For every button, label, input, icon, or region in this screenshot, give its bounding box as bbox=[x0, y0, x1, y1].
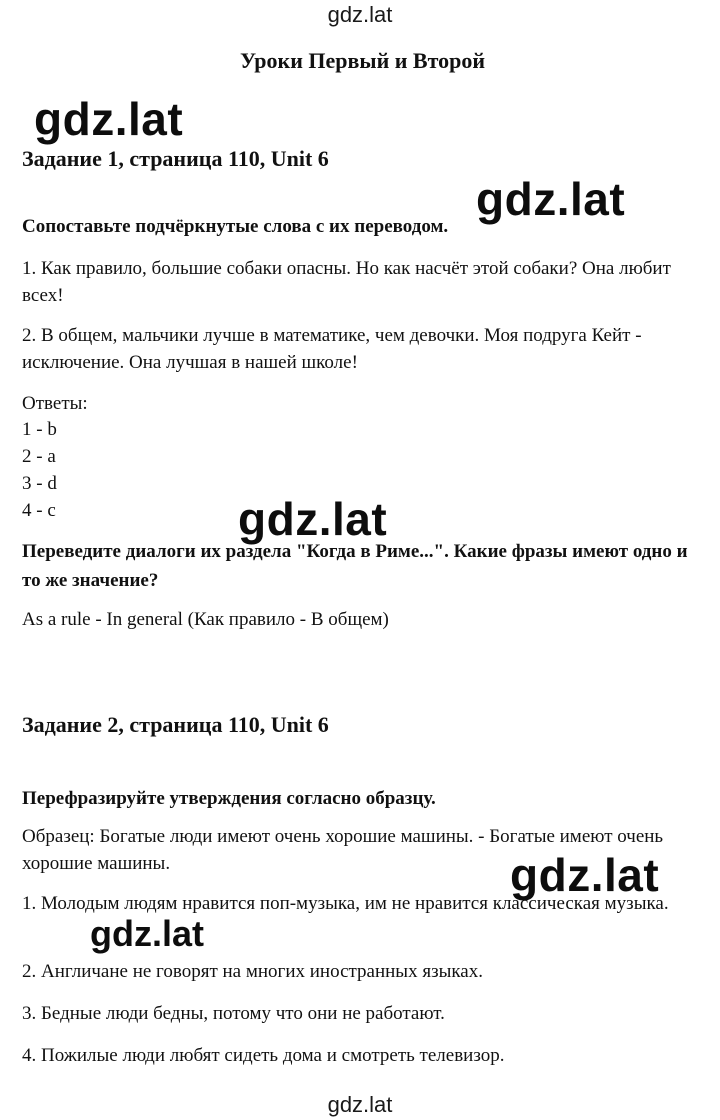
page-title: Уроки Первый и Второй bbox=[239, 48, 486, 73]
task2-item-2: 2. Англичане не говорят на многих иностранных языках. bbox=[22, 961, 483, 982]
task1-sentence-1: 1. Как правило, большие собаки опасны. Но как насчёт этой собаки? Она любит всех! bbox=[22, 258, 671, 306]
watermark-large-4: gdz.lat bbox=[510, 849, 660, 901]
answer-item: 3 - d bbox=[22, 473, 57, 494]
task2-item-1: 1. Молодым людям нравится поп-музыка, им не нравится классическая музыка. bbox=[22, 893, 669, 914]
task1-sentence-2: 2. В общем, мальчики лучше в математике, чем девочки. Моя подруга Кейт - исключение. Она лучшая в нашей школе! bbox=[22, 325, 642, 373]
watermark-large-2: gdz.lat bbox=[476, 173, 626, 225]
answer-item: 1 - b bbox=[22, 419, 57, 440]
task1-instruction-2: Переведите диалоги их раздела "Когда в Риме...". Какие фразы имеют одно и то же значение? bbox=[22, 541, 688, 591]
task2-item-3: 3. Бедные люди бедны, потому что они не работают. bbox=[22, 1003, 445, 1024]
watermark-top: gdz.lat bbox=[327, 2, 393, 27]
watermark-large-1: gdz.lat bbox=[34, 93, 184, 145]
answer-item: 4 - c bbox=[22, 500, 56, 521]
task2-example: Образец: Богатые люди имеют очень хорошие машины. - Богатые имеют очень хорошие машины. bbox=[22, 826, 664, 874]
answers-list bbox=[22, 416, 57, 524]
task2-heading: Задание 2, страница 110, Unit 6 bbox=[22, 712, 329, 737]
task1-heading: Задание 1, страница 110, Unit 6 bbox=[22, 146, 329, 171]
answer-item: 2 - a bbox=[22, 446, 56, 467]
watermark-bottom: gdz.lat bbox=[327, 1092, 393, 1117]
watermark-large-3: gdz.lat bbox=[238, 493, 388, 545]
task1-instruction: Сопоставьте подчёркнутые слова с их переводом. bbox=[22, 216, 449, 237]
answers-label: Ответы: bbox=[22, 393, 88, 414]
task2-instruction: Перефразируйте утверждения согласно образцу. bbox=[22, 788, 436, 809]
task2-item-4: 4. Пожилые люди любят сидеть дома и смотреть телевизор. bbox=[22, 1045, 505, 1066]
phrase-equivalence: As a rule - In general (Как правило - В общем) bbox=[22, 609, 389, 630]
watermark-medium: gdz.lat bbox=[90, 916, 208, 952]
